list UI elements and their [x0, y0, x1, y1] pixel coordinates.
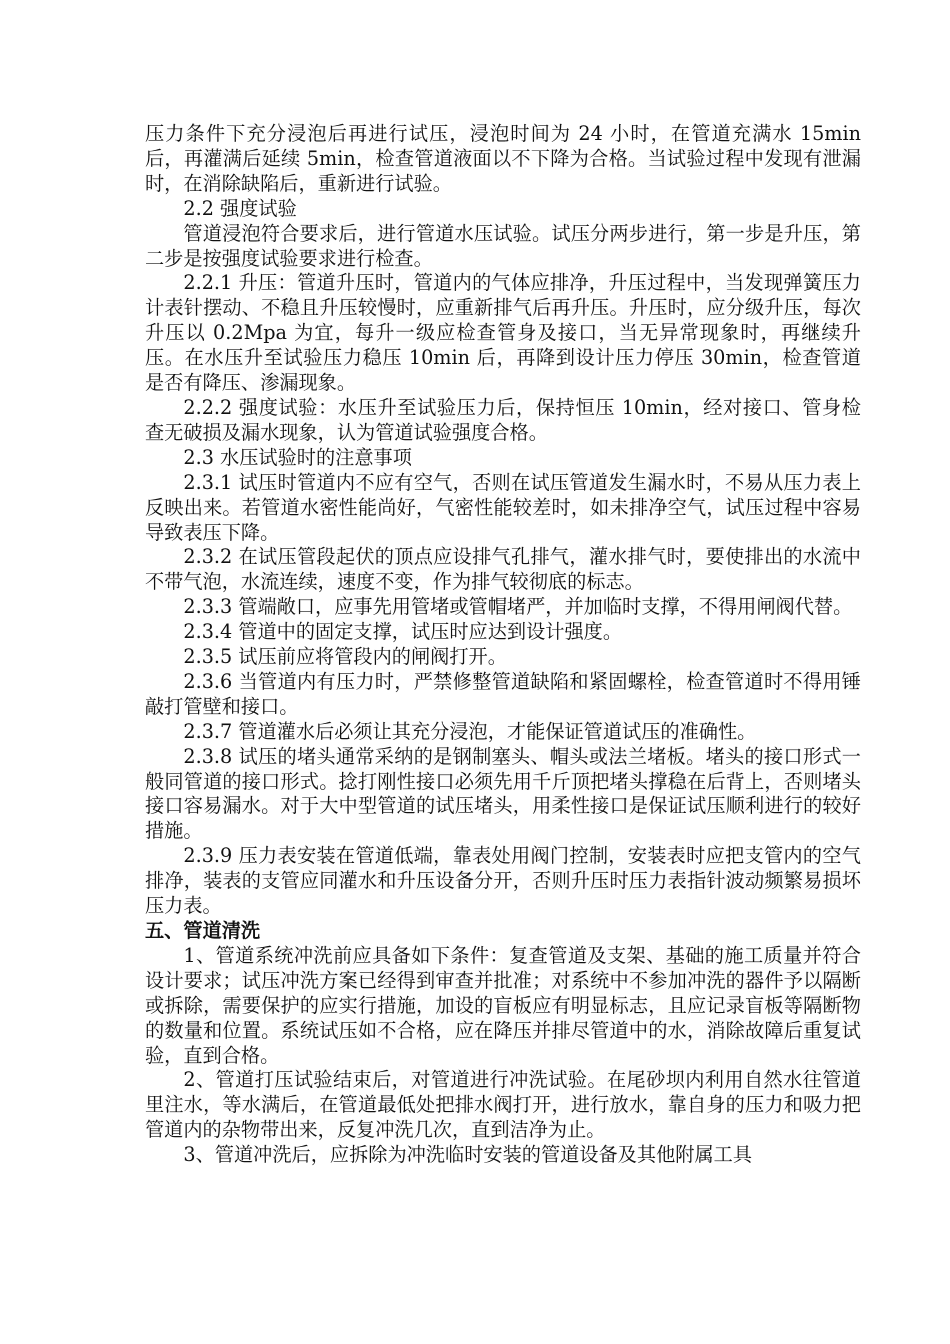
- document-page: [145, 122, 861, 1168]
- paragraph-continuation: 压力条件下充分浸泡后再进行试压，浸泡时间为 24 小时，在管道充满水 15min 后，再灌满后延续 5min，检查管道液面以不下降为合格。当试验过程中发现有泄漏时，在消除缺陷后，重新进行试验。: [145, 122, 861, 195]
- subheading-2-2: 2.2 强度试验: [183, 196, 297, 220]
- paragraph-2-3-5: 2.3.5 试压前应将管段内的闸阀打开。: [183, 645, 507, 669]
- paragraph-2-2-2: 2.2.2 强度试验：水压升至试验压力后，保持恒压 10min，经对接口、管身检查无破损及漏水现象，认为管道试验强度合格。: [145, 395, 861, 444]
- paragraph-2-3-4: 2.3.4 管道中的固定支撑，试压时应达到设计强度。: [183, 620, 623, 644]
- paragraph-2-2-intro: 管道浸泡符合要求后，进行管道水压试验。试压分两步进行，第一步是升压，第二步是按强度试验要求进行检查。: [145, 221, 861, 270]
- paragraph-2-3-3: 2.3.3 管端敞口，应事先用管堵或管帽堵严，并加临时支撑，不得用闸阀代替。: [183, 595, 853, 619]
- subheading-2-3: 2.3 水压试验时的注意事项: [183, 445, 412, 469]
- paragraph-2-3-2: 2.3.2 在试压管段起伏的顶点应设排气孔排气，灌水排气时，要使排出的水流中不带气泡，水流连续，速度不变，作为排气较彻底的标志。: [145, 545, 861, 594]
- paragraph-2-2-1: 2.2.1 升压：管道升压时，管道内的气体应排净，升压过程中，当发现弹簧压力计表针摆动、不稳且升压较慢时，应重新排气后再升压。升压时，应分级升压，每次升压以 0.2Mpa 为宜，每升一级应检查管身及接口，当无异常现象时，再继续升压。在水压升至试验压力稳压 10min 后，再降到设计压力停压 30min，检查管道是否有降压、渗漏现象。: [145, 271, 861, 395]
- section-paragraph-1: 1、管道系统冲洗前应具备如下条件：复查管道及支架、基础的施工质量并符合设计要求；试压冲洗方案已经得到审查并批准；对系统中不参加冲洗的器件予以隔断或拆除，需要保护的应实行措施，加设的盲板应有明显标志，且应记录盲板等隔断物的数量和位置。系统试压如不合格，应在降压并排尽管道中的水，消除故障后重复试验，直到合格。: [145, 943, 861, 1067]
- paragraph-2-3-6: 2.3.6 当管道内有压力时，严禁修整管道缺陷和紧固螺栓，检查管道时不得用锤敲打管壁和接口。: [145, 669, 861, 718]
- section-heading: 五、管道清洗: [145, 919, 261, 942]
- section-paragraph-2: 2、管道打压试验结束后，对管道进行冲洗试验。在尾砂坝内利用自然水往管道里注水，等水满后，在管道最低处把排水阀打开，进行放水，靠自身的压力和吸力把管道内的杂物带出来，反复冲洗几次，直到洁净为止。: [145, 1068, 861, 1142]
- section-paragraph-3: 3、管道冲洗后，应拆除为冲洗临时安装的管道设备及其他附属工具: [183, 1143, 753, 1167]
- paragraph-2-3-1: 2.3.1 试压时管道内不应有空气，否则在试压管道发生漏水时，不易从压力表上反映出来。若管道水密性能尚好，气密性能较差时，如未排净空气，试压过程中容易导致表压下降。: [145, 470, 861, 544]
- paragraph-2-3-9: 2.3.9 压力表安装在管道低端，靠表处用阀门控制，安装表时应把支管内的空气排净，装表的支管应同灌水和升压设备分开，否则升压时压力表指针波动频繁易损坏压力表。: [145, 844, 861, 918]
- paragraph-2-3-7: 2.3.7 管道灌水后必须让其充分浸泡，才能保证管道试压的准确性。: [183, 719, 757, 743]
- paragraph-2-3-8: 2.3.8 试压的堵头通常采纳的是钢制塞头、帽头或法兰堵板。堵头的接口形式一般同管道的接口形式。捻打刚性接口必须先用千斤顶把堵头撑稳在后背上，否则堵头接口容易漏水。对于大中型管道的试压堵头，用柔性接口是保证试压顺利进行的较好措施。: [145, 744, 861, 843]
